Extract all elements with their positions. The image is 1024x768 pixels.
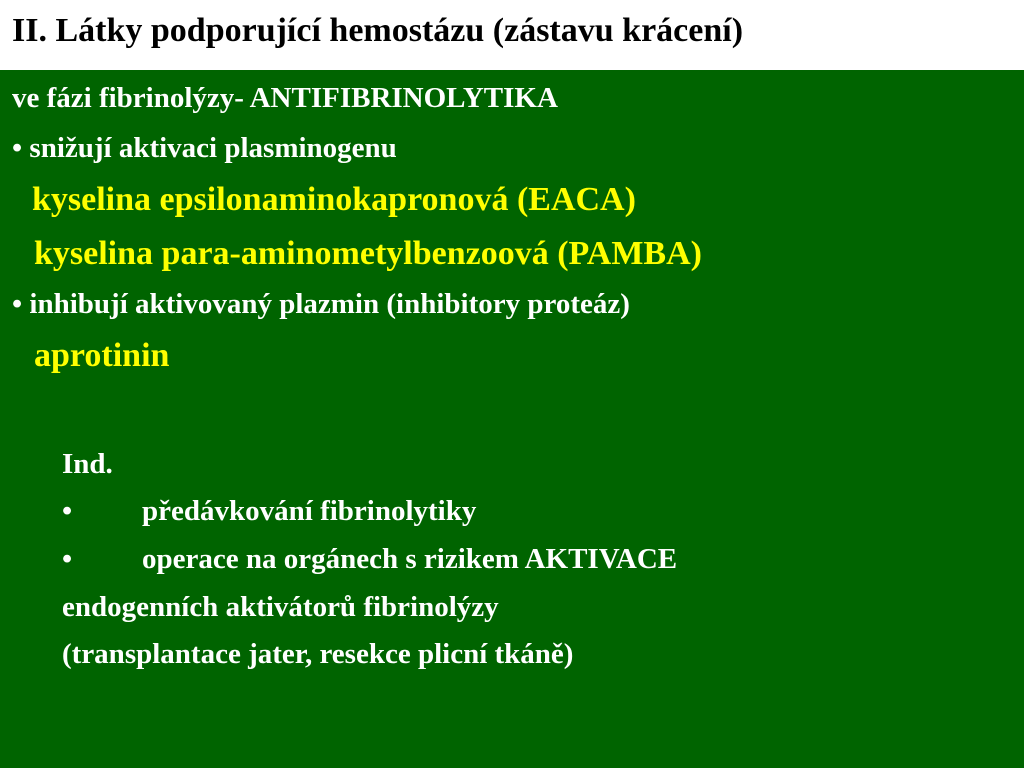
drug-pamba: kyselina para-aminometylbenzoová (PAMBA): [34, 235, 702, 272]
indication-text: operace na orgánech s rizikem AKTIVACE: [142, 543, 678, 575]
slide-title: II. Látky podporující hemostázu (zástavu krácení): [12, 12, 744, 49]
bullet-icon: •: [12, 132, 23, 164]
drug-eaca: kyselina epsilonaminokapronová (EACA): [32, 181, 636, 218]
bullet-text: snižují aktivaci plasminogenu: [29, 132, 397, 164]
drug-aprotinin: aprotinin: [34, 337, 170, 374]
indication-continuation: endogenních aktivátorů fibrinolýzy: [62, 591, 499, 623]
bullet-icon: •: [62, 543, 73, 575]
bullet-icon: •: [62, 495, 73, 527]
indication-text: předávkování fibrinolytiky: [142, 495, 477, 527]
bullet-text: inhibují aktivovaný plazmin (inhibitory proteáz): [29, 288, 630, 320]
indication-item: [62, 543, 677, 576]
slide-content: [0, 70, 1024, 768]
indications-heading: Ind.: [62, 448, 113, 480]
section-heading: ve fázi fibrinolýzy- ANTIFIBRINOLYTIKA: [12, 82, 558, 114]
bullet-icon: •: [12, 288, 23, 320]
title-bar: [0, 0, 1024, 70]
bullet-inhibuji: [12, 288, 630, 321]
indication-continuation: (transplantace jater, resekce plicní tkáně): [62, 638, 574, 670]
bullet-snizuji: [12, 132, 397, 165]
indication-item: [62, 495, 476, 528]
